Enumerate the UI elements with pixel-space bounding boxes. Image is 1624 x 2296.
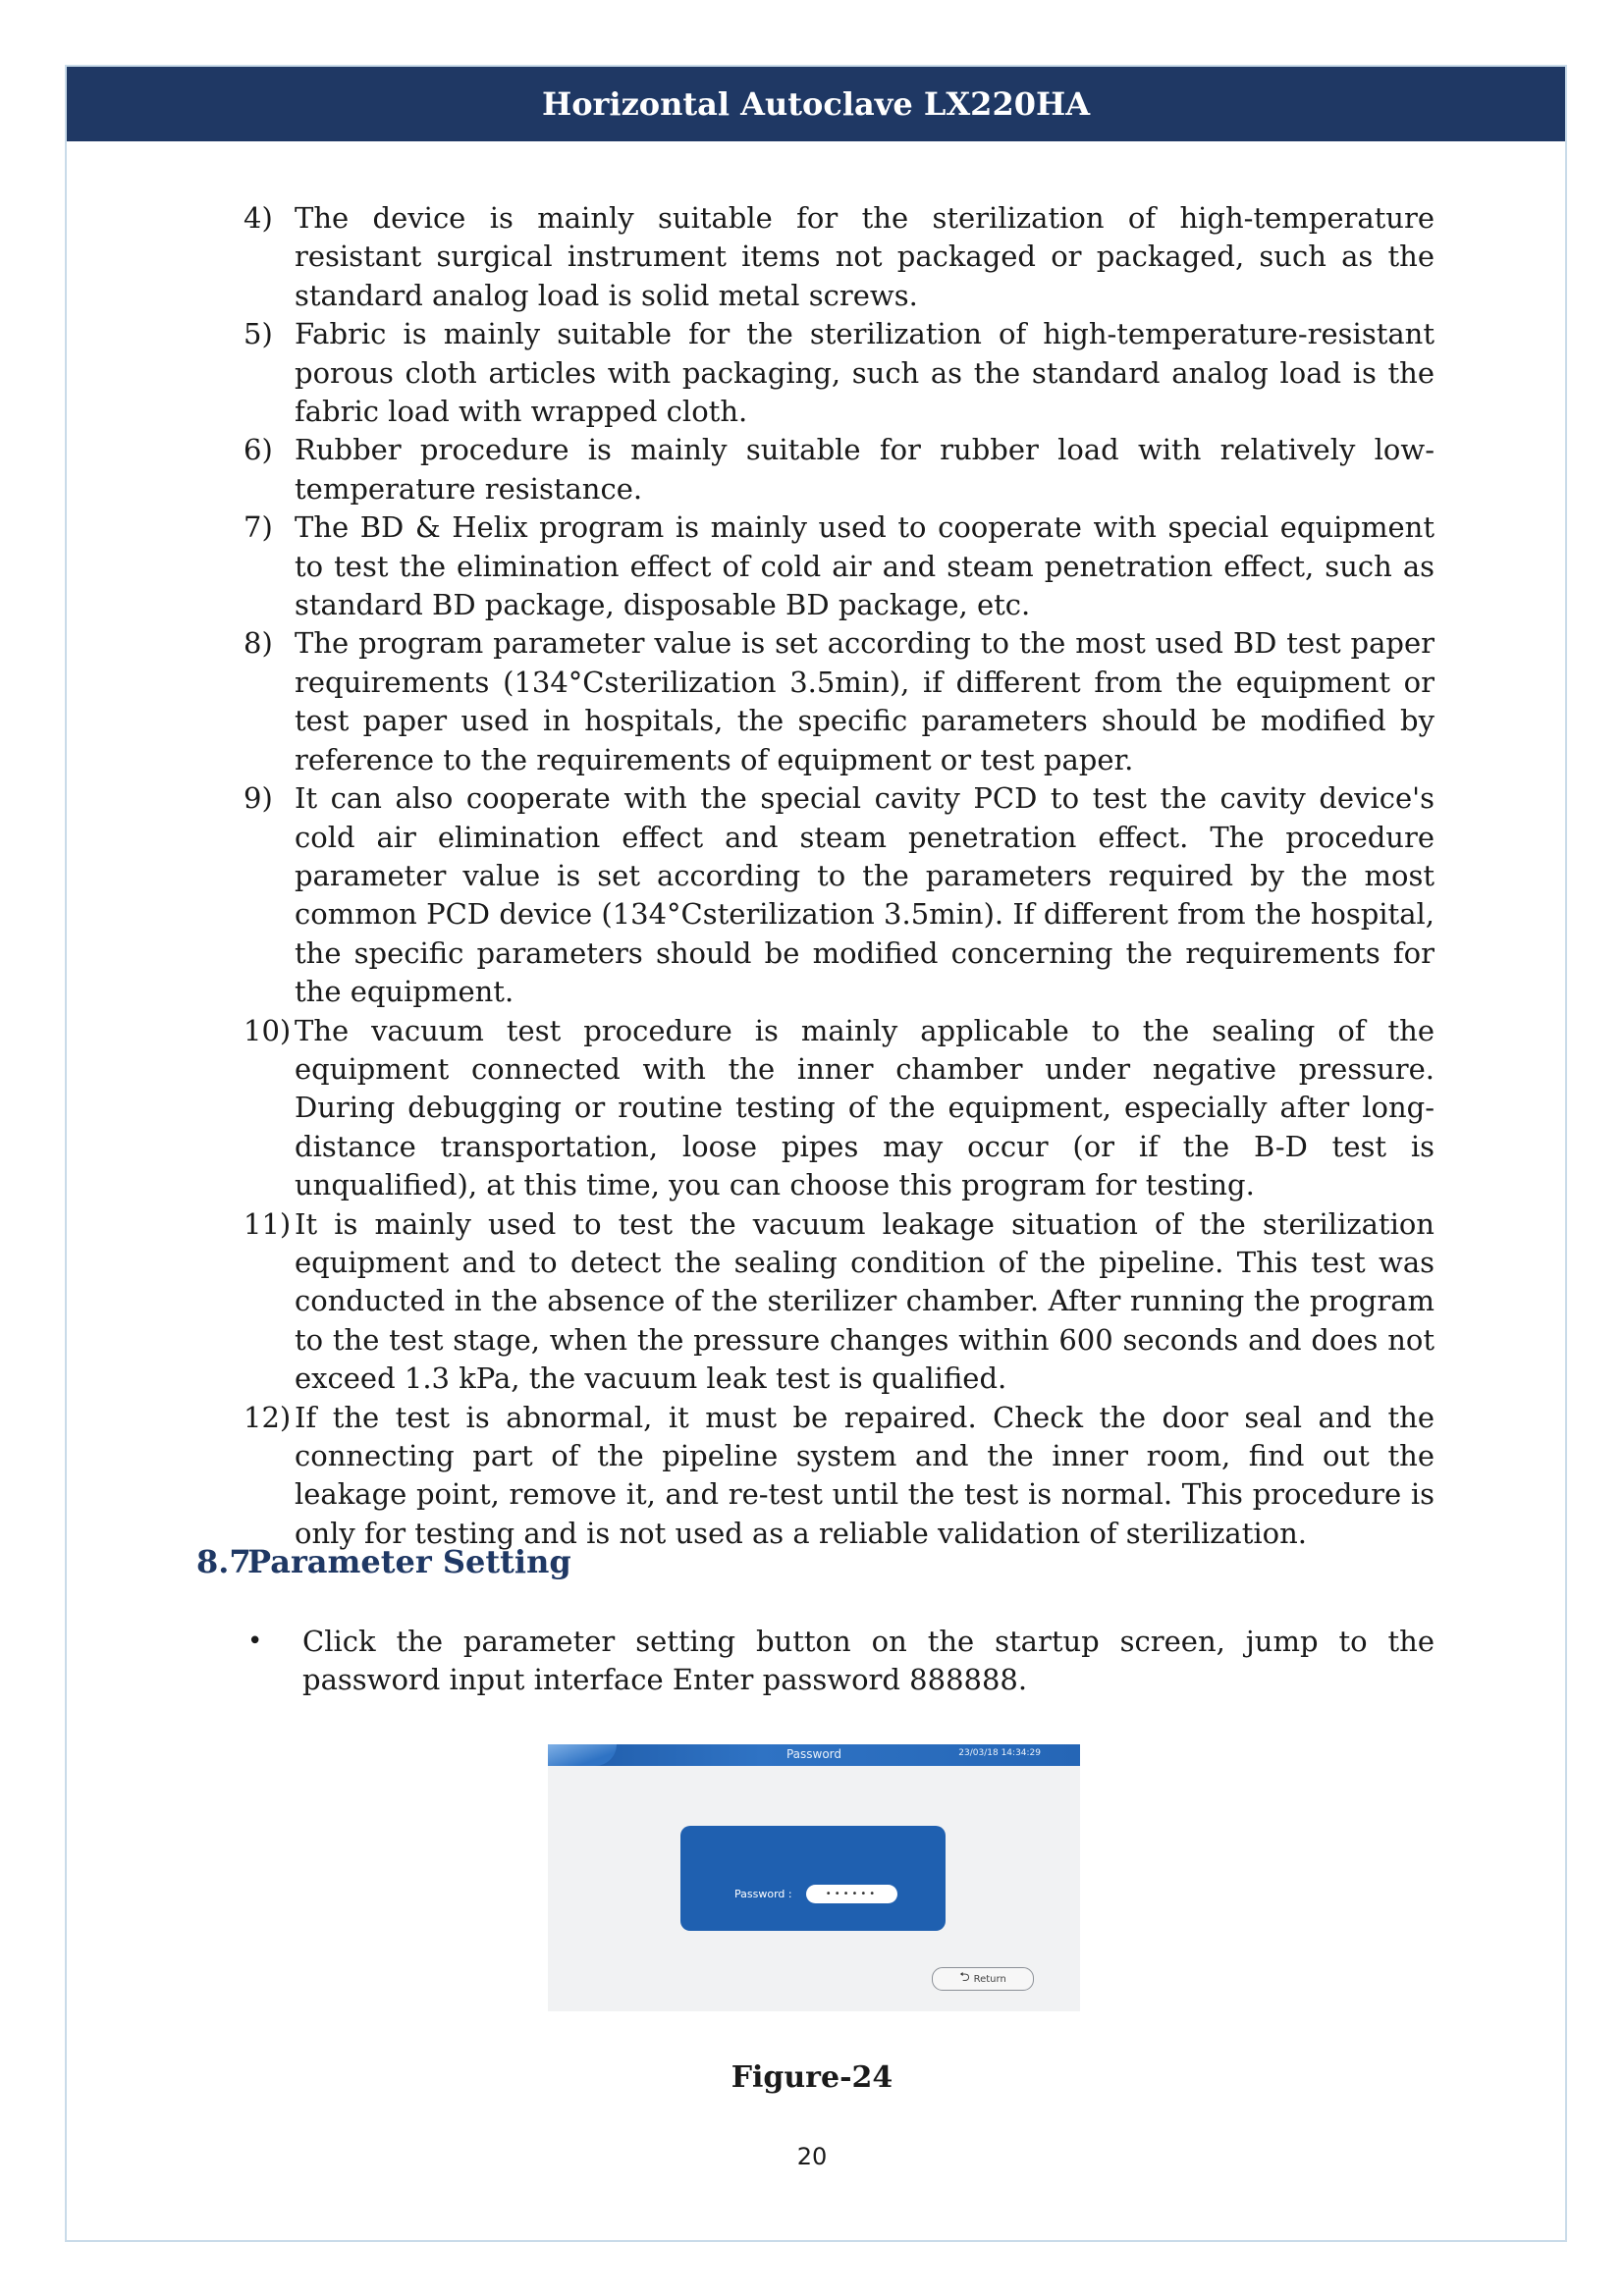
list-item <box>244 199 1435 315</box>
bullet-item <box>247 1623 1435 1700</box>
list-item <box>244 1399 1435 1554</box>
list-item-text: Fabric is mainly suitable for the sterilization of high-temperature-resistant porous cloth articles with packaging, such as the standard analog load is the fabric load with wrapped cloth. <box>295 317 1435 429</box>
header-bar <box>67 67 1565 141</box>
password-screen-figure <box>548 1744 1080 2011</box>
list-item-number: 12) <box>244 1400 292 1434</box>
list-item-number: 11) <box>244 1206 292 1241</box>
section-title: Parameter Setting <box>247 1543 571 1580</box>
list-item <box>244 779 1435 1011</box>
return-arrow-icon: ⮌ <box>959 1970 970 1985</box>
list-item <box>244 1012 1435 1205</box>
bullet-icon: • <box>247 1627 263 1656</box>
list-item-number: 9) <box>244 781 273 816</box>
list-item-number: 8) <box>244 626 273 661</box>
list-item <box>244 1205 1435 1399</box>
section-number: 8.7 <box>196 1543 251 1580</box>
list-item-text: If the test is abnormal, it must be repaired. Check the door seal and the connecting part of the pipeline system and the inner room, find out the leakage point, remove it, and re-test until the test is normal. This procedure is only for testing and is not used as a reliable validation of sterilization. <box>295 1400 1435 1550</box>
list-item-text: The vacuum test procedure is mainly applicable to the sealing of the equipment connected with the inner chamber under negative pressure. During debugging or routine testing of the equipment, especially after long-distance transportation, loose pipes may occur (or if the B-D test is unqualified), at this time, you can choose this program for testing. <box>295 1013 1435 1202</box>
password-label: Password : <box>734 1888 792 1900</box>
list-item <box>244 508 1435 624</box>
list-item-text: It can also cooperate with the special cavity PCD to test the cavity device's cold air elimination effect and steam penetration effect. The procedure parameter value is set according to the parameters required by the most common PCD device (134°Csterilization 3.5min). If different from the hospital, the specific parameters should be modified concerning the requirements for the equipment. <box>295 781 1435 1009</box>
screen-title: Password <box>785 1747 842 1761</box>
page-number: 20 <box>796 2143 828 2170</box>
screen-title-bar <box>548 1744 1080 1766</box>
list-item-text: The program parameter value is set according to the most used BD test paper requirements (134°Csterilization 3.5min), if different from the equipment or test paper used in hospitals, the specific parameters should be modified by reference to the requirements of equipment or test paper. <box>295 626 1435 776</box>
list-item <box>244 315 1435 431</box>
numbered-list <box>244 199 1435 1553</box>
bullet-text: Click the parameter setting button on the startup screen, jump to the password input interface Enter password 888888. <box>302 1625 1435 1697</box>
list-item <box>244 431 1435 508</box>
list-item-number: 4) <box>244 201 273 235</box>
list-item-number: 7) <box>244 510 273 545</box>
header-title: Horizontal Autoclave LX220HA <box>541 85 1091 123</box>
password-input[interactable]: •••••• <box>806 1885 897 1903</box>
section-heading <box>196 1543 571 1580</box>
screen-datetime: 23/03/18 14:34:29 <box>958 1748 1041 1758</box>
list-item-number: 5) <box>244 317 273 351</box>
return-label: Return <box>973 1973 1006 1985</box>
return-button[interactable] <box>932 1967 1034 1991</box>
list-item-number: 10) <box>244 1013 292 1047</box>
list-item <box>244 624 1435 779</box>
list-item-text: The device is mainly suitable for the sterilization of high-temperature resistant surgical instrument items not packaged or packaged, such as the standard analog load is solid metal screws. <box>295 201 1435 312</box>
list-item-text: It is mainly used to test the vacuum leakage situation of the sterilization equipment and to detect the sealing condition of the pipeline. This test was conducted in the absence of the sterilizer chamber. After running the program to the test stage, when the pressure changes within 600 seconds and does not exceed 1.3 kPa, the vacuum leak test is qualified. <box>295 1206 1435 1396</box>
list-item-number: 6) <box>244 433 273 467</box>
list-item-text: Rubber procedure is mainly suitable for rubber load with relatively low-temperature resistance. <box>295 433 1435 506</box>
password-panel <box>680 1826 946 1931</box>
list-item-text: The BD & Helix program is mainly used to cooperate with special equipment to test the elimination effect of cold air and steam penetration effect, such as standard BD package, disposable BD package, etc. <box>295 510 1435 622</box>
figure-caption: Figure-24 <box>731 2060 893 2095</box>
